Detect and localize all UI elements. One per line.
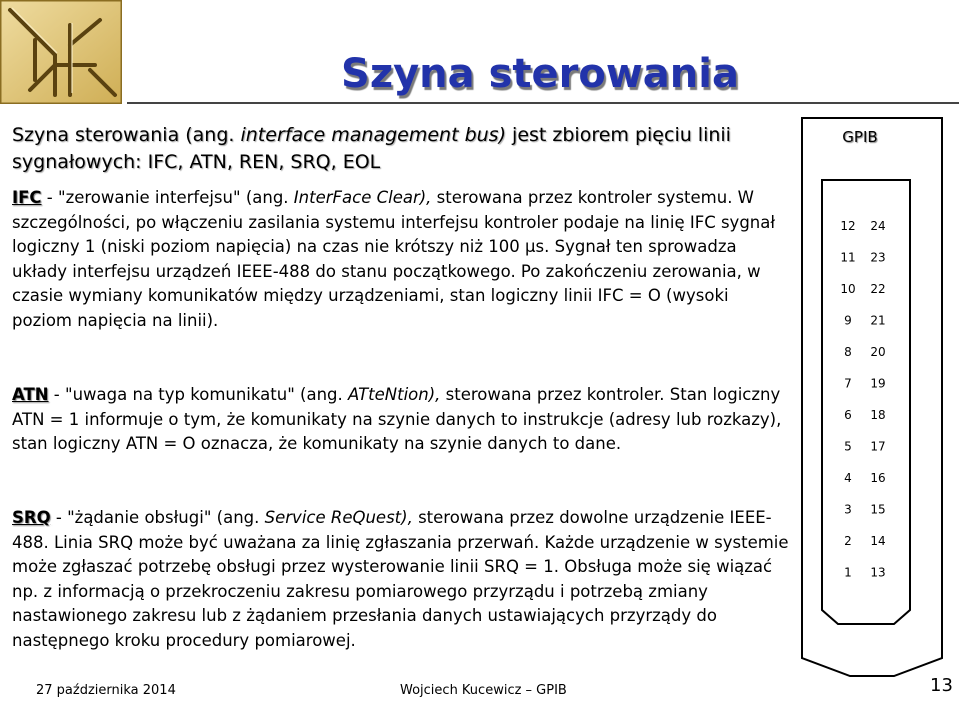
ifc-text-b: sterowana przez kontroler systemu. W szczególności, po włączeniu zasilania systemu interfejsu kontroler podaje na linię IFC sygnał logiczny 1 (niski poziom napięcia) na czas nie krótszy niż 100 <box>12 188 776 256</box>
pin-label-left: 12 <box>840 219 856 233</box>
pin-label-left: 8 <box>844 345 852 359</box>
atn-text-b: sterowana przez kontroler. Stan logiczny ATN = 1 informuje o tym, że komunikaty na szynie danych to instrukcje (adresy lub rozkazy), stan logiczny ATN = O oznacza, że komunikaty na szynie danych to dane. <box>12 385 782 453</box>
ifc-mu: μ <box>525 237 536 256</box>
pin-label-right: 20 <box>870 345 886 359</box>
srq-italic: Service ReQuest), <box>264 508 413 527</box>
pin-label-left: 5 <box>844 439 852 454</box>
pin-label-right: 19 <box>870 376 886 391</box>
intro-text-2: jest zbiorem pięciu linii sygnałowych: IFC, ATN, REN, SRQ, EOL <box>12 124 731 173</box>
atn-italic: ATteNtion), <box>348 385 441 404</box>
pin-label-right: 16 <box>870 471 886 485</box>
pin-label-left: 11 <box>840 250 856 265</box>
logo-circuit-icon <box>0 0 122 104</box>
pin-label-right: 17 <box>870 439 886 454</box>
footer-author: Wojciech Kucewicz – GPIB <box>400 683 567 698</box>
pin-label-left: 7 <box>844 376 852 391</box>
pin-label-right: 23 <box>870 250 886 265</box>
gpib-label: GPIB <box>842 128 878 146</box>
atn-paragraph <box>12 383 790 457</box>
pin-label-right: 24 <box>870 219 886 233</box>
atn-term: ATN <box>12 385 49 404</box>
srq-text-a: - "żądanie obsługi" (ang. <box>50 508 265 527</box>
pin-label-right: 14 <box>870 534 886 548</box>
gpib-connector-diagram <box>790 110 954 680</box>
pin-label-left: 6 <box>844 408 852 422</box>
srq-paragraph <box>12 506 790 653</box>
ifc-italic: InterFace Clear), <box>293 188 432 207</box>
pin-label-left: 9 <box>844 313 852 328</box>
page-title: Szyna sterowania <box>341 51 739 97</box>
pin-label-right: 22 <box>870 282 886 296</box>
pin-label-right: 18 <box>870 408 886 422</box>
pin-label-left: 1 <box>844 565 852 580</box>
intro-text-1: Szyna sterowania (ang. <box>12 124 241 146</box>
footer-date: 27 października 2014 <box>36 683 176 698</box>
srq-text-b: sterowana przez dowolne urządzenie IEEE-488. Linia SRQ może być uważana za linię zgłaszania przerwań. Każde urządzenie w systemie może zgłaszać potrzebę obsługi przez wysterowanie linii SRQ = 1. Obsługa może się wiązać np. z informacją o przekroczeniu zakresu pomiarowego przyrządu i potrzebą zmiany nastawionego zakresu lub z żądaniem przesłania danych ustawiających przyrządy do następnego kroku procedury pomiarowej. <box>12 508 789 650</box>
pin-label-right: 15 <box>870 502 886 517</box>
ifc-paragraph <box>12 186 790 333</box>
pin-label-left: 2 <box>844 534 852 548</box>
pin-label-left: 10 <box>840 282 856 296</box>
intro-paragraph <box>12 122 782 176</box>
pin-label-right: 13 <box>870 565 886 580</box>
ifc-text-c: s. Sygnał ten sprowadza układy interfejsu urządzeń IEEE-488 do stanu początkowego. Po zakończeniu zerowania, w czasie wymiany komunikatów między urządzeniami, stan logiczny linii IFC = O (wysoki poziom napięcia na linii). <box>12 237 761 330</box>
pin-label-left: 3 <box>844 502 852 517</box>
title-divider <box>127 102 959 104</box>
atn-text-a: - "uwaga na typ komunikatu" (ang. <box>48 385 348 404</box>
intro-italic: interface management bus) <box>240 124 506 146</box>
srq-term: SRQ <box>12 508 51 527</box>
ifc-text-a: - "zerowanie interfejsu" (ang. <box>41 188 294 207</box>
page-number: 13 <box>930 675 953 696</box>
pin-label-right: 21 <box>870 313 886 328</box>
ifc-term: IFC <box>12 188 42 207</box>
pin-label-left: 4 <box>844 471 852 485</box>
